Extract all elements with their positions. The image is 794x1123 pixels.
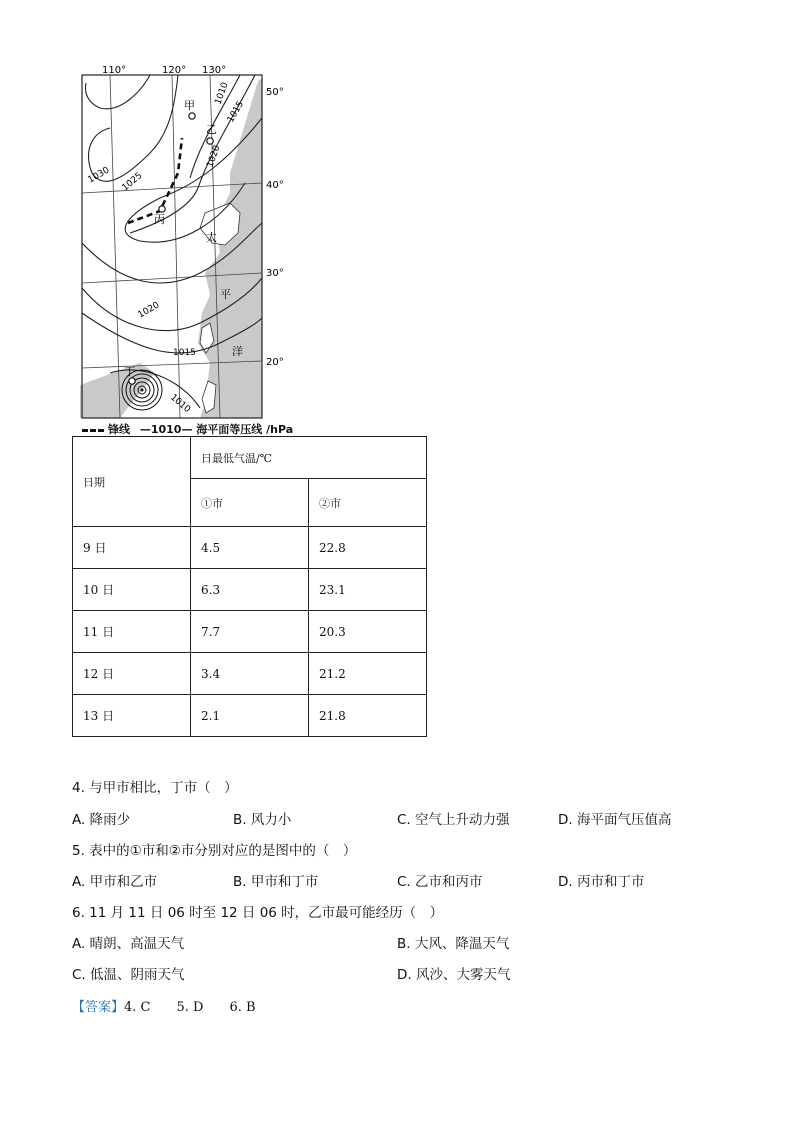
cell-city1: 2.1: [191, 695, 309, 737]
cell-date: 11 日: [73, 611, 191, 653]
cell-city2: 20.3: [309, 611, 427, 653]
isobar-label: 1010: [168, 392, 193, 416]
question-6-stem: 6. 11 月 11 日 06 时至 12 日 06 时，乙市最可能经历（ ）: [72, 905, 444, 921]
q4-option-b: B. 风力小: [233, 812, 292, 828]
city-label-jia: 甲: [184, 99, 195, 112]
header-min-temp: 日最低气温/℃: [191, 437, 427, 479]
q4-option-d: D. 海平面气压值高: [558, 812, 672, 828]
q5-option-a: A. 甲市和乙市: [72, 874, 158, 890]
cell-city2: 21.2: [309, 653, 427, 695]
lon-label: 130°: [202, 65, 227, 76]
table-row: [73, 527, 427, 569]
lat-label: 30°: [266, 268, 284, 279]
isobar-line: [89, 75, 178, 181]
cell-date: 9 日: [73, 527, 191, 569]
q6-option-a: A. 晴朗、高温天气: [72, 936, 185, 952]
question-4-stem: 4. 与甲市相比，丁市（ ）: [72, 780, 238, 796]
table-row: [73, 569, 427, 611]
isobar-map-svg: [80, 63, 290, 438]
cell-city2: 21.8: [309, 695, 427, 737]
isobar-label: 1020: [136, 300, 162, 321]
isobar-label: 1015: [173, 348, 196, 358]
city-yi-marker: [207, 138, 213, 144]
isobar-label: 1010: [213, 81, 231, 107]
table-row: [73, 695, 427, 737]
cell-date: 12 日: [73, 653, 191, 695]
meridian-120: [172, 75, 180, 418]
header-city2: ②市: [309, 479, 427, 527]
city-label-yi: 乙: [206, 123, 217, 136]
lat-label: 40°: [266, 180, 284, 191]
isobar-label: 1015: [225, 99, 247, 125]
table-row: [73, 611, 427, 653]
q6-option-b: B. 大风、降温天气: [397, 936, 510, 952]
cell-city2: 23.1: [309, 569, 427, 611]
ocean-label: 太: [206, 231, 217, 244]
cell-city2: 22.8: [309, 527, 427, 569]
isobar-label: 1030: [86, 165, 112, 186]
ocean-label: 平: [220, 288, 231, 301]
temperature-table: [72, 436, 427, 737]
q6-option-c: C. 低温、阴雨天气: [72, 967, 185, 983]
lat-label: 50°: [266, 87, 284, 98]
legend-front: 锋线: [108, 423, 130, 436]
map-legend: [82, 421, 293, 437]
city-ding-marker: [129, 378, 135, 384]
answer-line: [72, 996, 256, 1015]
cell-city1: 3.4: [191, 653, 309, 695]
question-5-stem: 5. 表中的①市和②市分别对应的是图中的（ ）: [72, 843, 357, 859]
table-row: [73, 653, 427, 695]
cell-city1: 7.7: [191, 611, 309, 653]
answer-text: 4. C 5. D 6. B: [124, 1000, 256, 1015]
isobar-label: 1025: [120, 170, 145, 194]
q4-option-c: C. 空气上升动力强: [397, 812, 510, 828]
q6-option-d: D. 风沙、大雾天气: [397, 967, 511, 983]
q5-option-d: D. 丙市和丁市: [558, 874, 645, 890]
cell-date: 13 日: [73, 695, 191, 737]
lon-label: 120°: [162, 65, 187, 76]
header-city1: ①市: [191, 479, 309, 527]
ocean-label: 洋: [232, 345, 243, 358]
isobar-line: [86, 75, 150, 109]
cell-city1: 6.3: [191, 569, 309, 611]
legend-isobar: —1010— 海平面等压线 /hPa: [139, 423, 294, 436]
isobar-label: 1020: [205, 144, 223, 170]
header-date: 日期: [73, 437, 191, 527]
isobar-map: [80, 63, 290, 438]
q5-option-c: C. 乙市和丙市: [397, 874, 483, 890]
lon-label: 110°: [102, 65, 127, 76]
city-label-bing: 丙: [154, 213, 165, 226]
city-jia-marker: [189, 113, 195, 119]
city-bing-marker: [159, 206, 165, 212]
cell-date: 10 日: [73, 569, 191, 611]
q5-option-b: B. 甲市和丁市: [233, 874, 319, 890]
cell-city1: 4.5: [191, 527, 309, 569]
q4-option-a: A. 降雨少: [72, 812, 131, 828]
answer-tag: 【答案】: [72, 1000, 125, 1015]
city-label-ding: 丁: [124, 365, 135, 378]
lat-label: 20°: [266, 357, 284, 368]
front-line-icon: [82, 429, 104, 432]
